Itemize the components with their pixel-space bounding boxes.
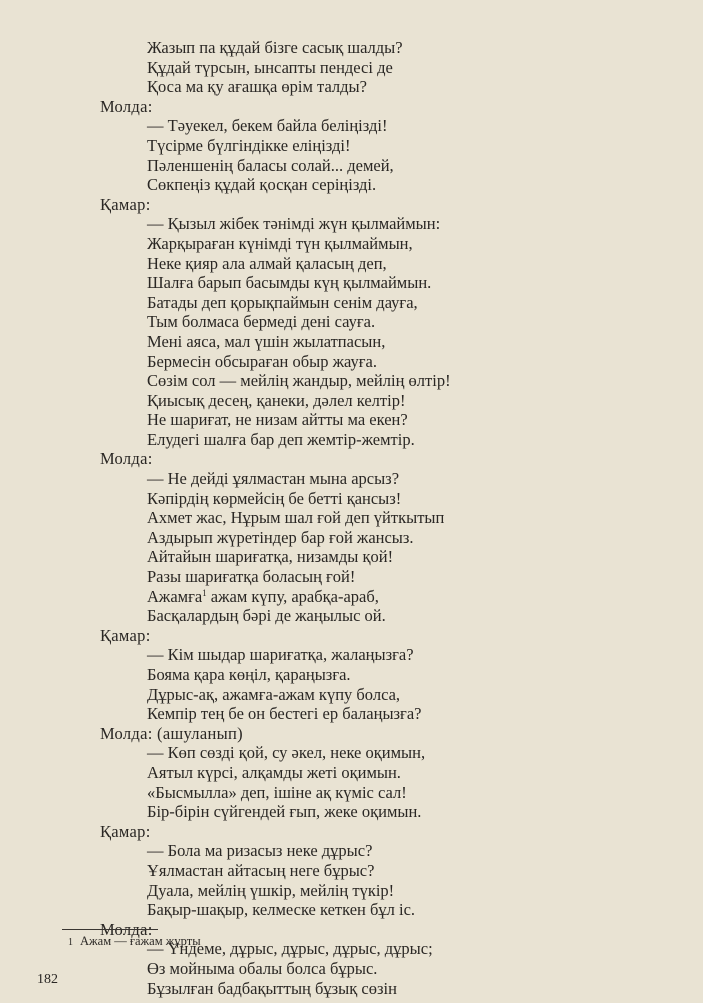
footnote-mark: 1	[68, 937, 73, 948]
verse-line: Аздырып жүретіндер бар ғой жансыз.	[147, 527, 414, 547]
verse-line: Кәпірдің көрмейсің бе бетті қансыз!	[147, 488, 402, 508]
footnote-rule	[62, 929, 158, 930]
verse-line: Жазып па құдай бізге сасық шалды?	[147, 38, 403, 57]
verse-line: Елудегі шалға бар деп жемтір-жемтір.	[147, 429, 415, 449]
verse-line: Айтайын шариғатқа, низамды қой!	[147, 547, 394, 567]
verse-line: Ұялмастан айтасың неге бұрыс?	[147, 860, 375, 880]
verse-line: Бұзылған бадбақыттың бұзық сөзін	[147, 978, 397, 998]
verse-line: «Бысмылла» деп, ішіне ақ күміс сал!	[147, 782, 407, 802]
verse-line: — Тәуекел, бекем байла беліңізді!	[147, 116, 388, 136]
poem-body	[0, 38, 703, 998]
verse-line: — Қызыл жібек тәнімді жүн қылмаймын:	[147, 214, 441, 234]
verse-line: Бір-бірін сүйгендей ғып, жеке оқимын.	[147, 802, 422, 822]
verse-line: Өз мойныма обалы болса бұрыс.	[147, 958, 378, 978]
speaker-label: Қамар:	[100, 821, 151, 841]
verse-line: Қиысық десең, қанеки, дәлел келтір!	[147, 390, 406, 410]
verse-line	[0, 587, 703, 607]
verse-line: — Үндеме, дұрыс, дұрыс, дұрыс, дұрыс;	[147, 939, 433, 959]
verse-line: Сөзім сол — мейлің жандыр, мейлің өлтір!	[147, 371, 451, 391]
verse-text: Ажамға	[147, 586, 203, 606]
verse-line: Бақыр-шақыр, келмеске кеткен бұл іс.	[147, 900, 416, 920]
verse-line: Мені аяса, мал үшін жылатпасын,	[147, 331, 386, 351]
verse-line: Аятыл күрсі, алқамды жеті оқимын.	[147, 762, 401, 782]
verse-line: Жарқыраған күнімді түн қылмаймын,	[147, 233, 413, 253]
speaker-label: Қамар:	[100, 625, 151, 645]
speaker-label: Молда: (ашуланып)	[100, 723, 243, 743]
verse-line: Қоса ма қу ағашқа өрім талды?	[147, 77, 367, 97]
verse-line: — Көп сөзді қой, су әкел, неке оқимын,	[147, 743, 426, 763]
verse-line: Түсірме бүлгіндікке еліңізді!	[147, 135, 351, 155]
footnote	[68, 933, 201, 951]
verse-line: Неке қияр ала алмай қаласың деп,	[147, 253, 387, 273]
footnote-text: Ажам — ғажам жұрты	[80, 934, 201, 948]
verse-line: Құдай түрсын, ынсапты пендесі де	[147, 57, 393, 77]
verse-line: Басқалардың бәрі де жаңылыс ой.	[147, 606, 386, 626]
verse-line: Дуала, мейлің үшкір, мейлің түкір!	[147, 880, 395, 900]
footnote-reference: 1	[202, 587, 207, 598]
verse-line: Бояма қара көңіл, қараңызға.	[147, 665, 351, 684]
verse-line: — Бола ма ризасыз неке дұрыс?	[147, 841, 373, 861]
verse-line: Не шариғат, не низам айтты ма екен?	[147, 410, 408, 430]
verse-line: — Кім шыдар шариғатқа, жалаңызға?	[147, 645, 414, 665]
speaker-label: Қамар:	[100, 194, 151, 214]
verse-line: Батады деп қорықпаймын сенім дауға,	[147, 292, 418, 312]
verse-text: ажам күпу, арабқа-араб,	[206, 586, 379, 606]
speaker-label: Молда:	[100, 449, 153, 469]
speaker-label: Молда:	[100, 96, 153, 116]
verse-line: Бермесін обсыраған обыр жауға.	[147, 351, 377, 371]
verse-line: Сөкпеңіз құдай қосқан серіңізді.	[147, 175, 377, 195]
verse-line: Дұрыс-ақ, ажамға-ажам күпу болса,	[147, 684, 401, 704]
page-number: 182	[37, 972, 58, 987]
speaker-label: Молда:	[100, 919, 153, 939]
verse-line: Шалға барып басымды күң қылмаймын.	[147, 273, 432, 293]
verse-line: — Не дейді ұялмастан мына арсыз?	[147, 469, 400, 489]
verse-line: Кемпір тең бе он бестегі ер балаңызға?	[147, 704, 422, 724]
verse-line: Тым болмаса бермеді дені сауға.	[147, 312, 376, 332]
verse-line: Пәленшенің баласы солай... демей,	[147, 155, 394, 175]
verse-line: Ахмет жас, Нұрым шал ғой деп үйткытып	[147, 508, 445, 528]
verse-line: Разы шариғатқа боласың ғой!	[147, 567, 356, 587]
